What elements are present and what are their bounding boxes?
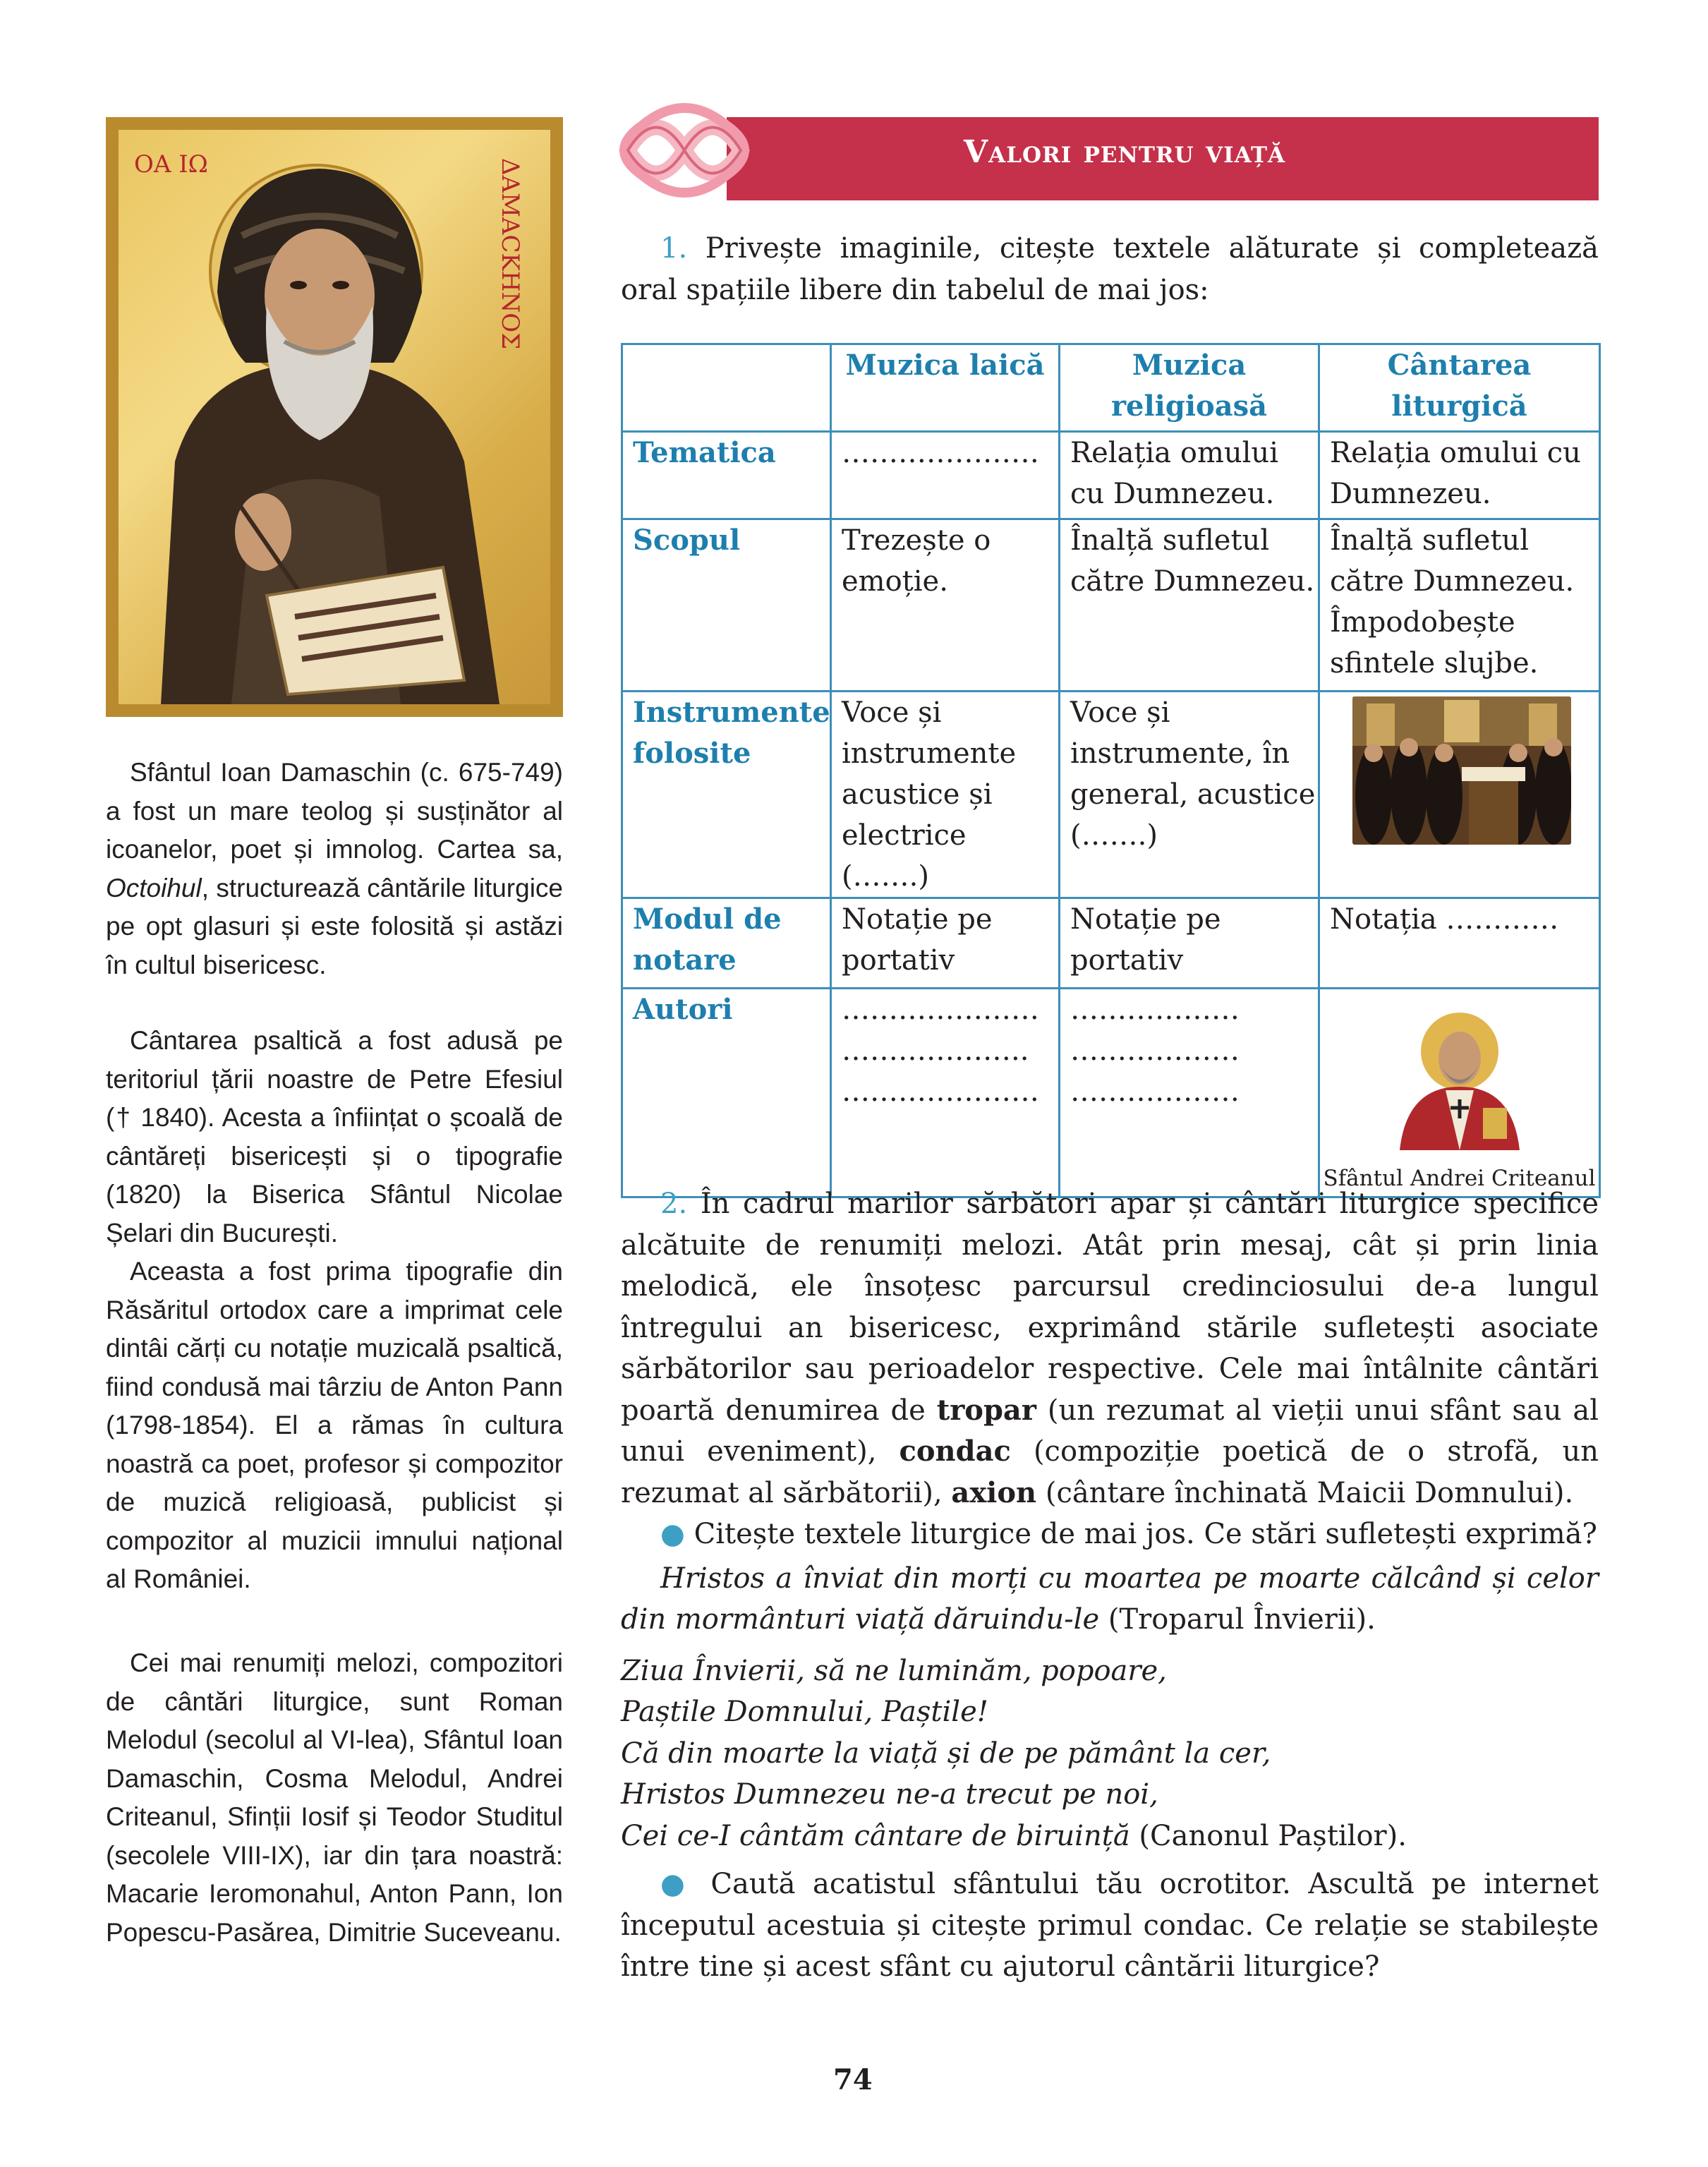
- table-cell: …………………: [831, 432, 1060, 519]
- table-cell: Notația …………: [1319, 898, 1600, 989]
- sidebar-note-psaltic: Cântarea psaltică a fost adusă pe teritoriul țării noastre de Petre Efesiul († 1840). Acesta a înființat o școală de cântăreți bisericești și o tipografie (1820) la Biserica Sfântul Nicolae Șelari din București. Aceasta a fost prima tipografie din Răsăritul ortodox care a imprimat cele dintâi cărți cu notație muzicală psaltică, fiind condusă mai târziu de Anton Pann (1798-1854). El a rămas în cultura noastră ca poet, profesor și compozitor de muzică religioasă, publicist și compozitor al muzicii imnului național al României.: [106, 1026, 563, 1593]
- table-corner: [622, 344, 831, 432]
- saint-icon-image: [106, 117, 563, 717]
- row-label-autori: Autori: [622, 989, 831, 1197]
- term-tropar: tropar: [936, 1393, 1036, 1427]
- task-bullet-2: ● Caută acatistul sfântului tău ocrotitor. Ascultă pe internet începutul acestuia și citește primul condac. Ce relație se stabilește între tine și acest sfânt cu ajutorul cântării liturgice?: [621, 1868, 1599, 1983]
- row-label-modul-de-notare: Modul de notare: [622, 898, 831, 989]
- task-bullet-1: ● Citește textele liturgice de mai jos. Ce stări sufletești exprimă?: [660, 1518, 1597, 1550]
- exercise-2-number: 2.: [660, 1188, 688, 1220]
- table-cell: ………………… ……………….. …………………: [831, 989, 1060, 1197]
- canonul-pastilor-poem: Ziua Învierii, să ne luminăm, popoare, Paștile Domnului, Paștile! Că din moarte la viață și de pe pământ la cer, Hristos Dumnezeu ne-a trecut pe noi, Cei ce-I cântăm cântare de biruință (Canonul Paștilor).: [621, 1654, 1407, 1852]
- header-muzica-religioasa: Muzica religioasă: [1060, 344, 1319, 432]
- exercise-1: 1. Privește imaginile, citește textele alăturate și completează oral spațiile libere din tabelul de mai jos:: [621, 232, 1599, 306]
- table-row: [622, 519, 1600, 692]
- table-cell: Înalță sufletul către Dumnezeu.: [1060, 519, 1319, 692]
- svg-text:ΔΑΜΑСΚΗΝΟΣ: ΔΑΜΑСΚΗΝΟΣ: [496, 158, 524, 350]
- header-muzica-laica: Muzica laică: [831, 344, 1060, 432]
- table-cell: Înalță sufletul către Dumnezeu. Împodobește sfintele slujbe.: [1319, 519, 1600, 692]
- table-cell: Voce și instrumente, în general, acustice (…….): [1060, 692, 1319, 898]
- bullet-icon: ●: [660, 1868, 694, 1900]
- table-row: [622, 692, 1600, 898]
- table-row: [622, 989, 1600, 1197]
- row-label-instrumente: Instrumente folosite: [622, 692, 831, 898]
- table-cell: Relația omului cu Dumnezeu.: [1319, 432, 1600, 519]
- row-label-scopul: Scopul: [622, 519, 831, 692]
- row-label-tematica: Tematica: [622, 432, 831, 519]
- section-title: Valori pentru viață: [964, 134, 1286, 170]
- sidebar-note-melozi: Cei mai renumiți melozi, compozitori de cântări liturgice, sunt Roman Melodul (secolul al VI-lea), Sfântul Ioan Damaschin, Cosma Melodul, Andrei Criteanul, Sfinții Iosif și Teodor Studitul (secolele VIII-IX), iar din țara noastră: Macarie Ieromonahul, Anton Pann, Ion Popescu-Pasărea, Dimitrie Suceveanu.: [106, 1648, 563, 1947]
- table-row: [622, 898, 1600, 989]
- table-cell: Trezește o emoție.: [831, 519, 1060, 692]
- comparison-table: [621, 343, 1601, 1198]
- saint-john-damascene-icon: [119, 130, 550, 704]
- exercise-2: 2. În cadrul marilor sărbători apar și cântări liturgice specifice alcătuite de renumiți melozi. Atât prin mesaj, cât și prin linia melodică, ele însoțesc parcursul credinciosului de-a lungul întregului an bisericesc, exprimând stările sufletești asociate sărbătorilor sau perioadelor respective. Cele mai întâlnite cântări poartă denumirea de tropar (un rezumat al vieții unui sfânt sau al unui eveniment), condac (compoziție poetică de o strofă, un rezumat al sărbătorii), axion (cântare închinată Maicii Domnului). ● Citește textele liturgice de mai jos. Ce stări sufletești exprimă? Hristos a înviat din morți cu moartea pe moarte călcând și celor din mormânturi viață dăruindu-le (Troparul Învierii). Ziua Învierii, să ne luminăm, popoare, Paștile Domnului, Paștile! Că din moarte la viață și de pe pământ la cer, Hristos Dumnezeu ne-a trecut pe noi, Cei ce-I cântăm cântare de biruință (Canonul Paștilor). ● Caută acatistul sfântului tău ocrotitor. Ascultă pe internet începutul acestuia și citește primul condac. Ce relație se stabilește între tine și acest sfânt cu ajutorul cântării liturgice?: [621, 1183, 1599, 1988]
- celtic-knot-icon: [614, 97, 755, 203]
- term-condac: condac: [899, 1435, 1011, 1468]
- choir-photo: [1352, 696, 1571, 845]
- table-cell: ……………… ……………… ………………: [1060, 989, 1319, 1197]
- saint-andrei-cell: [1319, 989, 1600, 1197]
- term-axion: axion: [951, 1475, 1037, 1509]
- saint-andrei-icon: [1400, 1009, 1520, 1150]
- saint-andrei-caption: Sfântul Andrei Criteanul: [1323, 1166, 1596, 1191]
- troparul-invierii-quote: Hristos a înviat din morți cu moartea pe moarte călcând și celor din mormânturi viață dăruindu-le (Troparul Învierii).: [621, 1562, 1599, 1636]
- table-row: [622, 432, 1600, 519]
- exercise-1-number: 1.: [660, 232, 688, 265]
- table-cell: Notație pe portativ: [831, 898, 1060, 989]
- table-cell: Relația omului cu Dumnezeu.: [1060, 432, 1319, 519]
- page-number: 74: [833, 2063, 873, 2096]
- table-cell: Voce și instrumente acustice și electrice (…….): [831, 692, 1060, 898]
- sidebar-note-damaschin: Sfântul Ioan Damaschin (c. 675-749) a fost un mare teolog și susținător al icoanelor, poet și imnolog. Cartea sa, Octoihul, structurează cântările liturgice pe opt glasuri și este folosită și astăzi în cultul bisericesc.: [106, 758, 563, 979]
- choir-photo-cell: [1319, 692, 1600, 898]
- bullet-icon: ●: [660, 1518, 685, 1550]
- header-cantarea-liturgica: Cântarea liturgică: [1319, 344, 1600, 432]
- table-cell: Notație pe portativ: [1060, 898, 1319, 989]
- svg-text:ΟΑ ΙΩ: ΟΑ ΙΩ: [134, 150, 208, 179]
